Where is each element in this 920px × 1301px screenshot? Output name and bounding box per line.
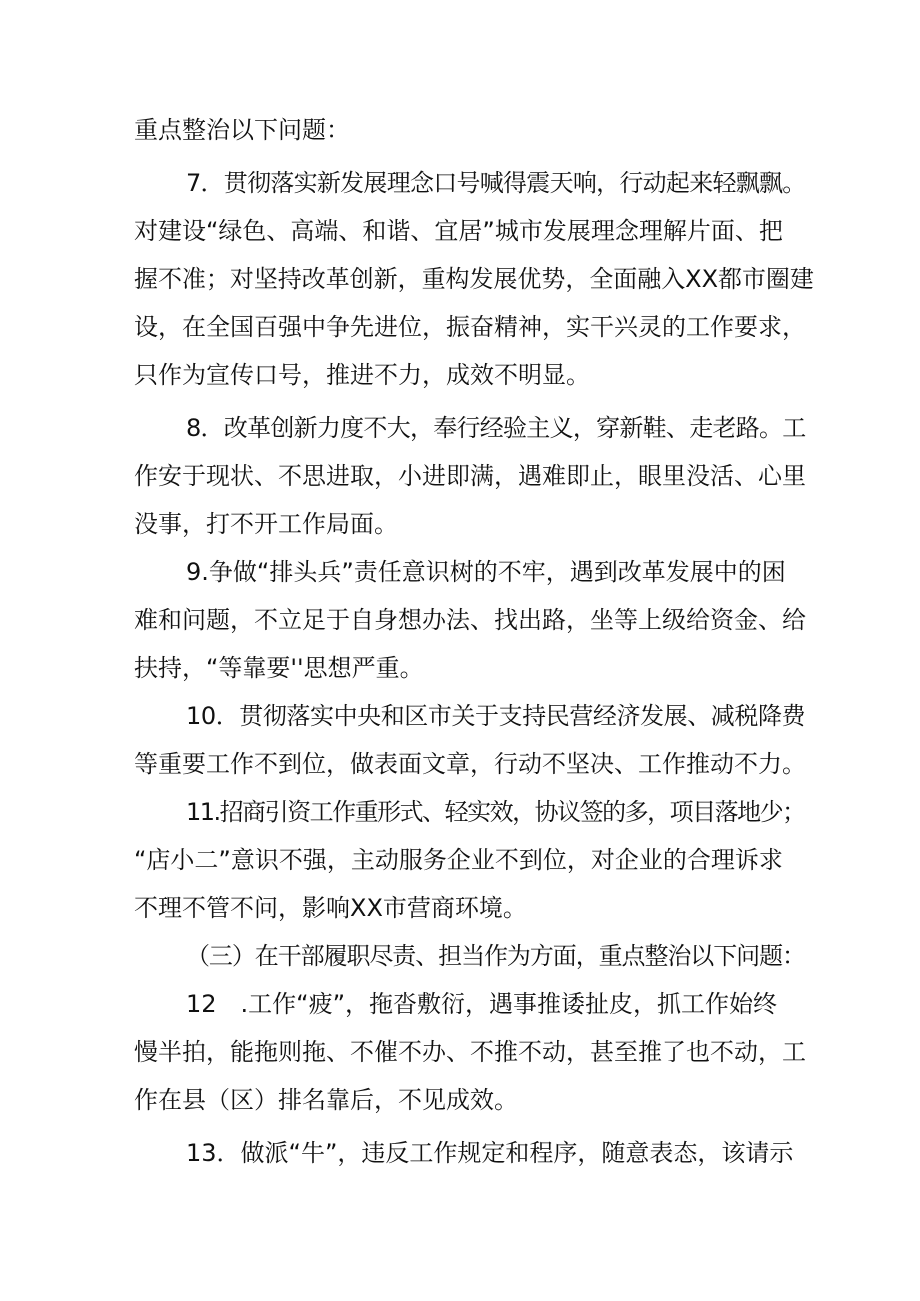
text-line: 7．贯彻落实新发展理念口号喊得震天响，行动起来轻飘飘。 (186, 169, 806, 197)
text-line: 8．改革创新力度不大，奉行经验主义，穿新鞋、走老路。工 (186, 414, 806, 442)
text-line: 11.招商引资工作重形式、轻实效，协议签的多，项目落地少； (186, 798, 805, 826)
text-line: 13．做派“牛”，违反工作规定和程序，随意表态，该请示 (186, 1139, 794, 1167)
text-line: 扶持，“等靠要''思想严重。 (134, 654, 424, 682)
text-line: 作安于现状、不思进取，小进即满，遇难即止，眼里没活、心里 (134, 462, 806, 490)
text-line: 只作为宣传口号，推进不力，成效不明显。 (134, 361, 590, 389)
text-line: 作在县（区）排名靠后，不见成效。 (134, 1086, 518, 1114)
text-line: 没事，打不开工作局面。 (134, 510, 398, 538)
text-line: 重点整治以下问题： (134, 116, 350, 144)
text-line: 9.争做“排头兵”责任意识树的不牢，遇到改革发展中的困 (186, 558, 786, 586)
text-line: 12 .工作“疲”，拖沓敷衍，遇事推诿扯皮，抓工作始终 (186, 990, 778, 1018)
text-line: “店小二”意识不强，主动服务企业不到位，对企业的合理诉求 (134, 846, 783, 874)
text-line: 不理不管不问，影响XX市营商环境。 (134, 894, 527, 922)
text-line: 对建设“绿色、高端、和谐、宜居”城市发展理念理解片面、把 (134, 217, 783, 245)
text-line: 等重要工作不到位，做表面文章，行动不坚决、工作推动不力。 (134, 750, 806, 778)
text-line: 握不准；对坚持改革创新，重构发展优势，全面融入XX都市圈建 (134, 265, 814, 293)
text-line: 10．贯彻落实中央和区市关于支持民营经济发展、减税降费 (186, 702, 806, 730)
section-heading: （三）在干部履职尽责、担当作为方面，重点整治以下问题： (186, 942, 805, 970)
text-line: 难和问题，不立足于自身想办法、找出路，坐等上级给资金、给 (134, 606, 806, 634)
text-line: 设，在全国百强中争先进位，振奋精神，实干兴灵的工作要求， (134, 313, 806, 341)
text-line: 慢半拍，能拖则拖、不催不办、不推不动，甚至推了也不动，工 (134, 1038, 806, 1066)
